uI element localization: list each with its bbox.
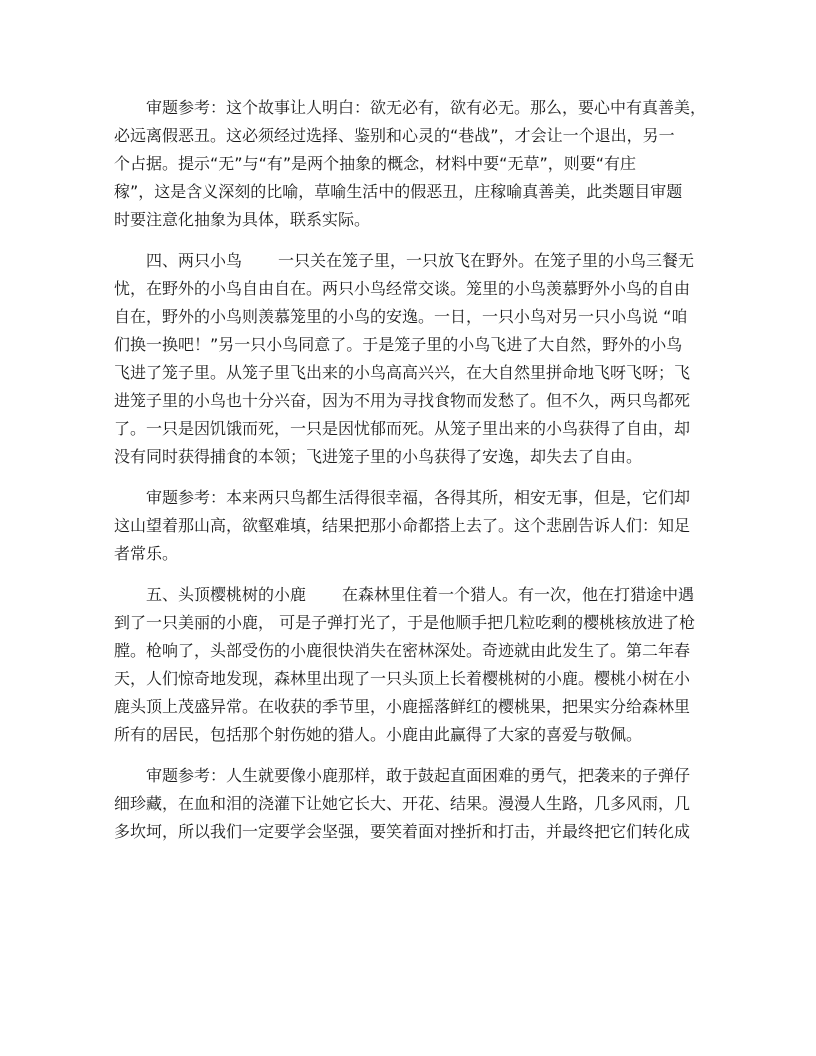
paragraph-analysis-2 [114,484,700,568]
text-line: 所有的居民，包括那个射伤她的猎人。小鹿由此赢得了大家的喜爱与敬佩。 [114,725,643,744]
text-line: 时要注意化抽象为具体，联系实际。 [114,210,371,229]
text-line: 个占据。提示“无”与“有”是两个抽象的概念，材料中要“无草”，则要“有庄 [114,154,637,173]
document-body [114,94,707,859]
text-line: 稼”，这是含义深刻的比喻，草喻生活中的假恶丑，庄稼喻真善美，此类题目审题 [114,182,683,201]
text-line: 进笼子里的小鸟也十分兴奋，因为不用为寻找食物而发愁了。但不久，两只鸟都死 [114,391,691,410]
text-line: 忧，在野外的小鸟自由自在。两只小鸟经常交谈。笼里的小鸟羡慕野外小鸟的自由 [114,279,691,298]
text-line: 没有同时获得捕食的本领；飞进笼子里的小鸟获得了安逸，却失去了自由。 [114,447,643,466]
text-line: 到了一只美丽的小鹿， 可是子弹打光了，于是他顺手把几粒吃剩的樱桃核放进了枪 [114,613,696,632]
text-line: 多坎坷，所以我们一定要学会坚强，要笑着面对挫折和打击，并最终把它们转化成 [114,822,691,841]
text-run: 一只关在笼子里，一只放飞在野外。在笼子里的小鸟三餐无 [278,251,695,270]
text-line: 细珍藏，在血和泪的浇灌下让她它长大、开花、结果。漫漫人生路，几多风雨，几 [114,794,691,813]
text-line [114,581,700,609]
section-heading: 四、两只小鸟 [146,251,243,270]
paragraph-analysis-3 [114,762,700,846]
text-line: 必远离假恶丑。这必须经过选择、鉴别和心灵的“巷战”，才会让一个退出，另一 [114,126,675,145]
text-line: 们换一换吧！”另一只小鸟同意了。于是笼子里的小鸟飞进了大自然，野外的小鸟 [114,335,683,354]
text-line: 飞进了笼子里。从笼子里飞出来的小鸟高高兴兴，在大自然里拼命地飞呀飞呀；飞 [114,363,691,382]
text-line: 膛。枪响了，头部受伤的小鹿很快消失在密林深处。奇迹就由此发生了。第二年春 [114,641,691,660]
text-line [114,247,700,275]
paragraph-analysis-1 [114,94,707,234]
text-line: 了。一只是因饥饿而死，一只是因忧郁而死。从笼子里出来的小鸟获得了自由，却 [114,419,691,438]
text-line: 这山望着那山高，欲壑难填，结果把那小命都搭上去了。这个悲剧告诉人们：知足 [114,516,691,535]
text-line: 审题参考：这个故事让人明白：欲无必有，欲有必无。那么，要心中有真善美， [146,98,707,117]
text-line: 者常乐。 [114,544,179,563]
section-heading: 五、头顶樱桃树的小鹿 [146,585,307,604]
text-line: 鹿头顶上茂盛异常。在收获的季节里，小鹿摇落鲜红的樱桃果，把果实分给森林里 [114,697,691,716]
paragraph-story-deer [114,581,700,749]
paragraph-story-two-birds [114,247,700,471]
text-run: 在森林里住着一个猎人。有一次，他在打猎途中遇 [342,585,695,604]
text-line: 自在，野外的小鸟则羡慕笼里的小鸟的安逸。一日，一只小鸟对另一只小鸟说 “咱 [114,307,688,326]
text-line: 天，人们惊奇地发现，森林里出现了一只头顶上长着樱桃树的小鹿。樱桃小树在小 [114,669,691,688]
text-line: 审题参考：人生就要像小鹿那样，敢于鼓起直面困难的勇气，把袭来的子弹仔 [146,766,691,785]
text-line: 审题参考：本来两只鸟都生活得很幸福，各得其所，相安无事，但是，它们却 [146,488,691,507]
